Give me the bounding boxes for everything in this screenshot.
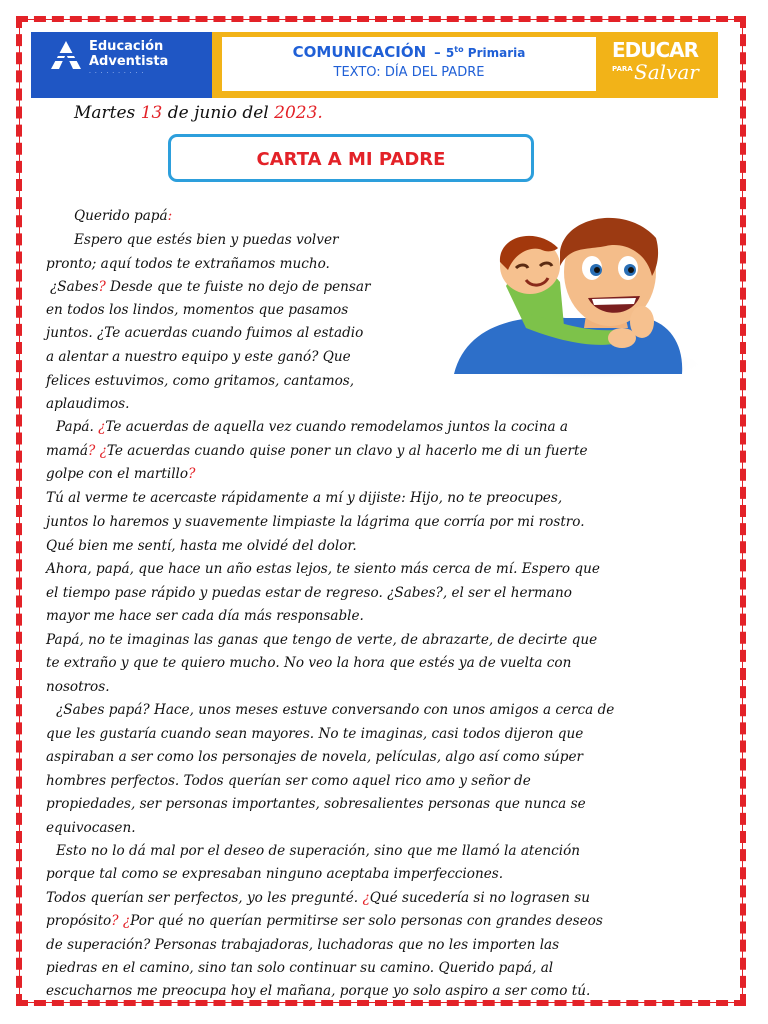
text-segment: Desde que te fuiste no dejo de pensar bbox=[105, 279, 371, 295]
letter-line: hombres perfectos. Todos querían ser como aquel rico amo y señor de bbox=[46, 773, 531, 789]
letter-line: piedras en el camino, sino tan solo continuar su camino. Querido papá, al bbox=[46, 960, 554, 976]
text-segment: ? bbox=[98, 279, 106, 295]
text-segment: ? bbox=[188, 466, 196, 482]
brand-main: EDUCAR bbox=[612, 38, 699, 62]
adventist-logo-icon bbox=[49, 40, 83, 70]
date-period: . bbox=[317, 103, 323, 123]
letter-line: te extraño y que te quiero mucho. No veo la hora que estés ya de vuelta con bbox=[46, 655, 572, 671]
brand-panel bbox=[606, 32, 718, 98]
father-son-hug-illustration bbox=[446, 206, 700, 382]
letter-line bbox=[50, 279, 371, 295]
text-segment: golpe con el martillo bbox=[46, 466, 189, 482]
greeting-colon: : bbox=[167, 208, 173, 224]
text-segment: ¿ bbox=[98, 419, 106, 435]
text-segment: Papá. bbox=[56, 419, 99, 435]
grade-label: Primaria bbox=[467, 46, 526, 60]
letter-line: de superación? Personas trabajadoras, luchadoras que no les importen las bbox=[46, 937, 560, 953]
letter-line: porque tal como se expresaban ninguno aceptaba imperfecciones. bbox=[46, 866, 504, 882]
letter-line: juntos. ¿Te acuerdas cuando fuimos al estadio bbox=[46, 325, 364, 341]
grade-number: 5 bbox=[445, 46, 455, 60]
letter-line: que les gustaría cuando sean mayores. No te imaginas, casi todos dijeron que bbox=[46, 726, 584, 742]
org-name-line2: Adventista bbox=[89, 54, 169, 69]
text-segment: Qué sucedería si no lograsen su bbox=[369, 890, 590, 906]
date-month: de junio del bbox=[167, 103, 269, 123]
header-logo-panel bbox=[31, 32, 212, 98]
page-title: CARTA A MI PADRE bbox=[256, 149, 446, 170]
letter-line bbox=[46, 890, 590, 906]
text-segment: Te acuerdas cuando quise poner un clavo y al hacerlo me di un fuerte bbox=[106, 443, 588, 459]
text-segment: ? ¿ bbox=[111, 913, 131, 929]
letter-line: Ahora, papá, que hace un año estas lejos, te siento más cerca de mí. Espero que bbox=[46, 561, 600, 577]
org-name bbox=[89, 39, 168, 69]
letter-line: aplaudimos. bbox=[46, 396, 130, 412]
letter-line bbox=[46, 443, 588, 459]
date-year: 2023 bbox=[274, 103, 318, 123]
letter-line: en todos los lindos, momentos que pasamos bbox=[46, 302, 349, 318]
brand-para: PARA bbox=[612, 65, 633, 73]
letter-line: ¿Sabes papá? Hace, unos meses estuve conversando con unos amigos a cerca de bbox=[56, 702, 615, 718]
letter-line: equivocasen. bbox=[46, 820, 136, 836]
letter-date bbox=[74, 103, 323, 123]
letter-line: escucharnos me preocupa hoy el mañana, porque yo solo aspiro a ser como tú. bbox=[46, 983, 591, 999]
letter-line: Tú al verme te acercaste rápidamente a mí y dijiste: Hijo, no te preocupes, bbox=[46, 490, 563, 506]
text-segment: mamá bbox=[46, 443, 88, 459]
letter-line: juntos lo haremos y suavemente limpiaste la lágrima que corría por mi rostro. bbox=[46, 514, 585, 530]
date-day: 13 bbox=[140, 103, 163, 123]
brand-script: Salvar bbox=[634, 60, 699, 84]
letter-line bbox=[46, 466, 195, 482]
date-year-wrap bbox=[274, 103, 323, 123]
header-info-box bbox=[222, 37, 596, 91]
text-topic: TEXTO: DÍA DEL PADRE bbox=[333, 65, 485, 80]
grade-superscript: to bbox=[454, 45, 464, 54]
letter-line bbox=[56, 419, 568, 435]
text-segment: ¿ bbox=[50, 279, 58, 295]
letter-line: pronto; aquí todos te extrañamos mucho. bbox=[46, 256, 330, 272]
letter-line bbox=[46, 913, 603, 929]
subject-dash: – bbox=[434, 46, 441, 61]
letter-line: Esto no lo dá mal por el deseo de superación, sino que me llamó la atención bbox=[56, 843, 581, 859]
letter-line: mayor me hace ser cada día más responsable. bbox=[46, 608, 364, 624]
date-weekday: Martes bbox=[74, 103, 136, 123]
text-segment: Te acuerdas de aquella vez cuando remodelamos juntos la cocina a bbox=[105, 419, 568, 435]
text-segment: Por qué no querían permitirse ser solo personas con grandes deseos bbox=[130, 913, 603, 929]
letter-line: a alentar a nuestro equipo y este ganó? Que bbox=[46, 349, 351, 365]
grade-level bbox=[446, 46, 525, 60]
org-subtitle: · · · · · · · · · · bbox=[89, 70, 145, 77]
letter-line: Qué bien me sentí, hasta me olvidé del dolor. bbox=[46, 538, 357, 554]
text-segment: Sabes bbox=[57, 279, 99, 295]
letter-line: felices estuvimos, como gritamos, cantamos, bbox=[46, 373, 355, 389]
letter-line bbox=[74, 208, 172, 224]
subject-line bbox=[222, 43, 596, 61]
letter-line: Espero que estés bien y puedas volver bbox=[74, 232, 339, 248]
letter-line: aspiraban a ser como los personajes de novela, películas, algo así como súper bbox=[46, 749, 584, 765]
text-segment: Todos querían ser perfectos, yo les pregunté. bbox=[46, 890, 363, 906]
text-segment: propósito bbox=[46, 913, 112, 929]
title-box bbox=[168, 134, 534, 182]
org-name-line1: Educación bbox=[89, 39, 164, 54]
letter-line: nosotros. bbox=[46, 679, 110, 695]
greeting: Querido papá bbox=[74, 208, 168, 224]
text-segment: ? ¿ bbox=[88, 443, 107, 459]
letter-line: Papá, no te imaginas las ganas que tengo de verte, de abrazarte, de decirte que bbox=[46, 632, 598, 648]
subject-name: COMUNICACIÓN bbox=[292, 43, 427, 61]
letter-line: propiedades, ser personas importantes, sobresalientes personas que nunca se bbox=[46, 796, 586, 812]
letter-line: el tiempo pase rápido y puedas estar de regreso. ¿Sabes?, el ser el hermano bbox=[46, 585, 572, 601]
text-segment: ¿ bbox=[362, 890, 370, 906]
